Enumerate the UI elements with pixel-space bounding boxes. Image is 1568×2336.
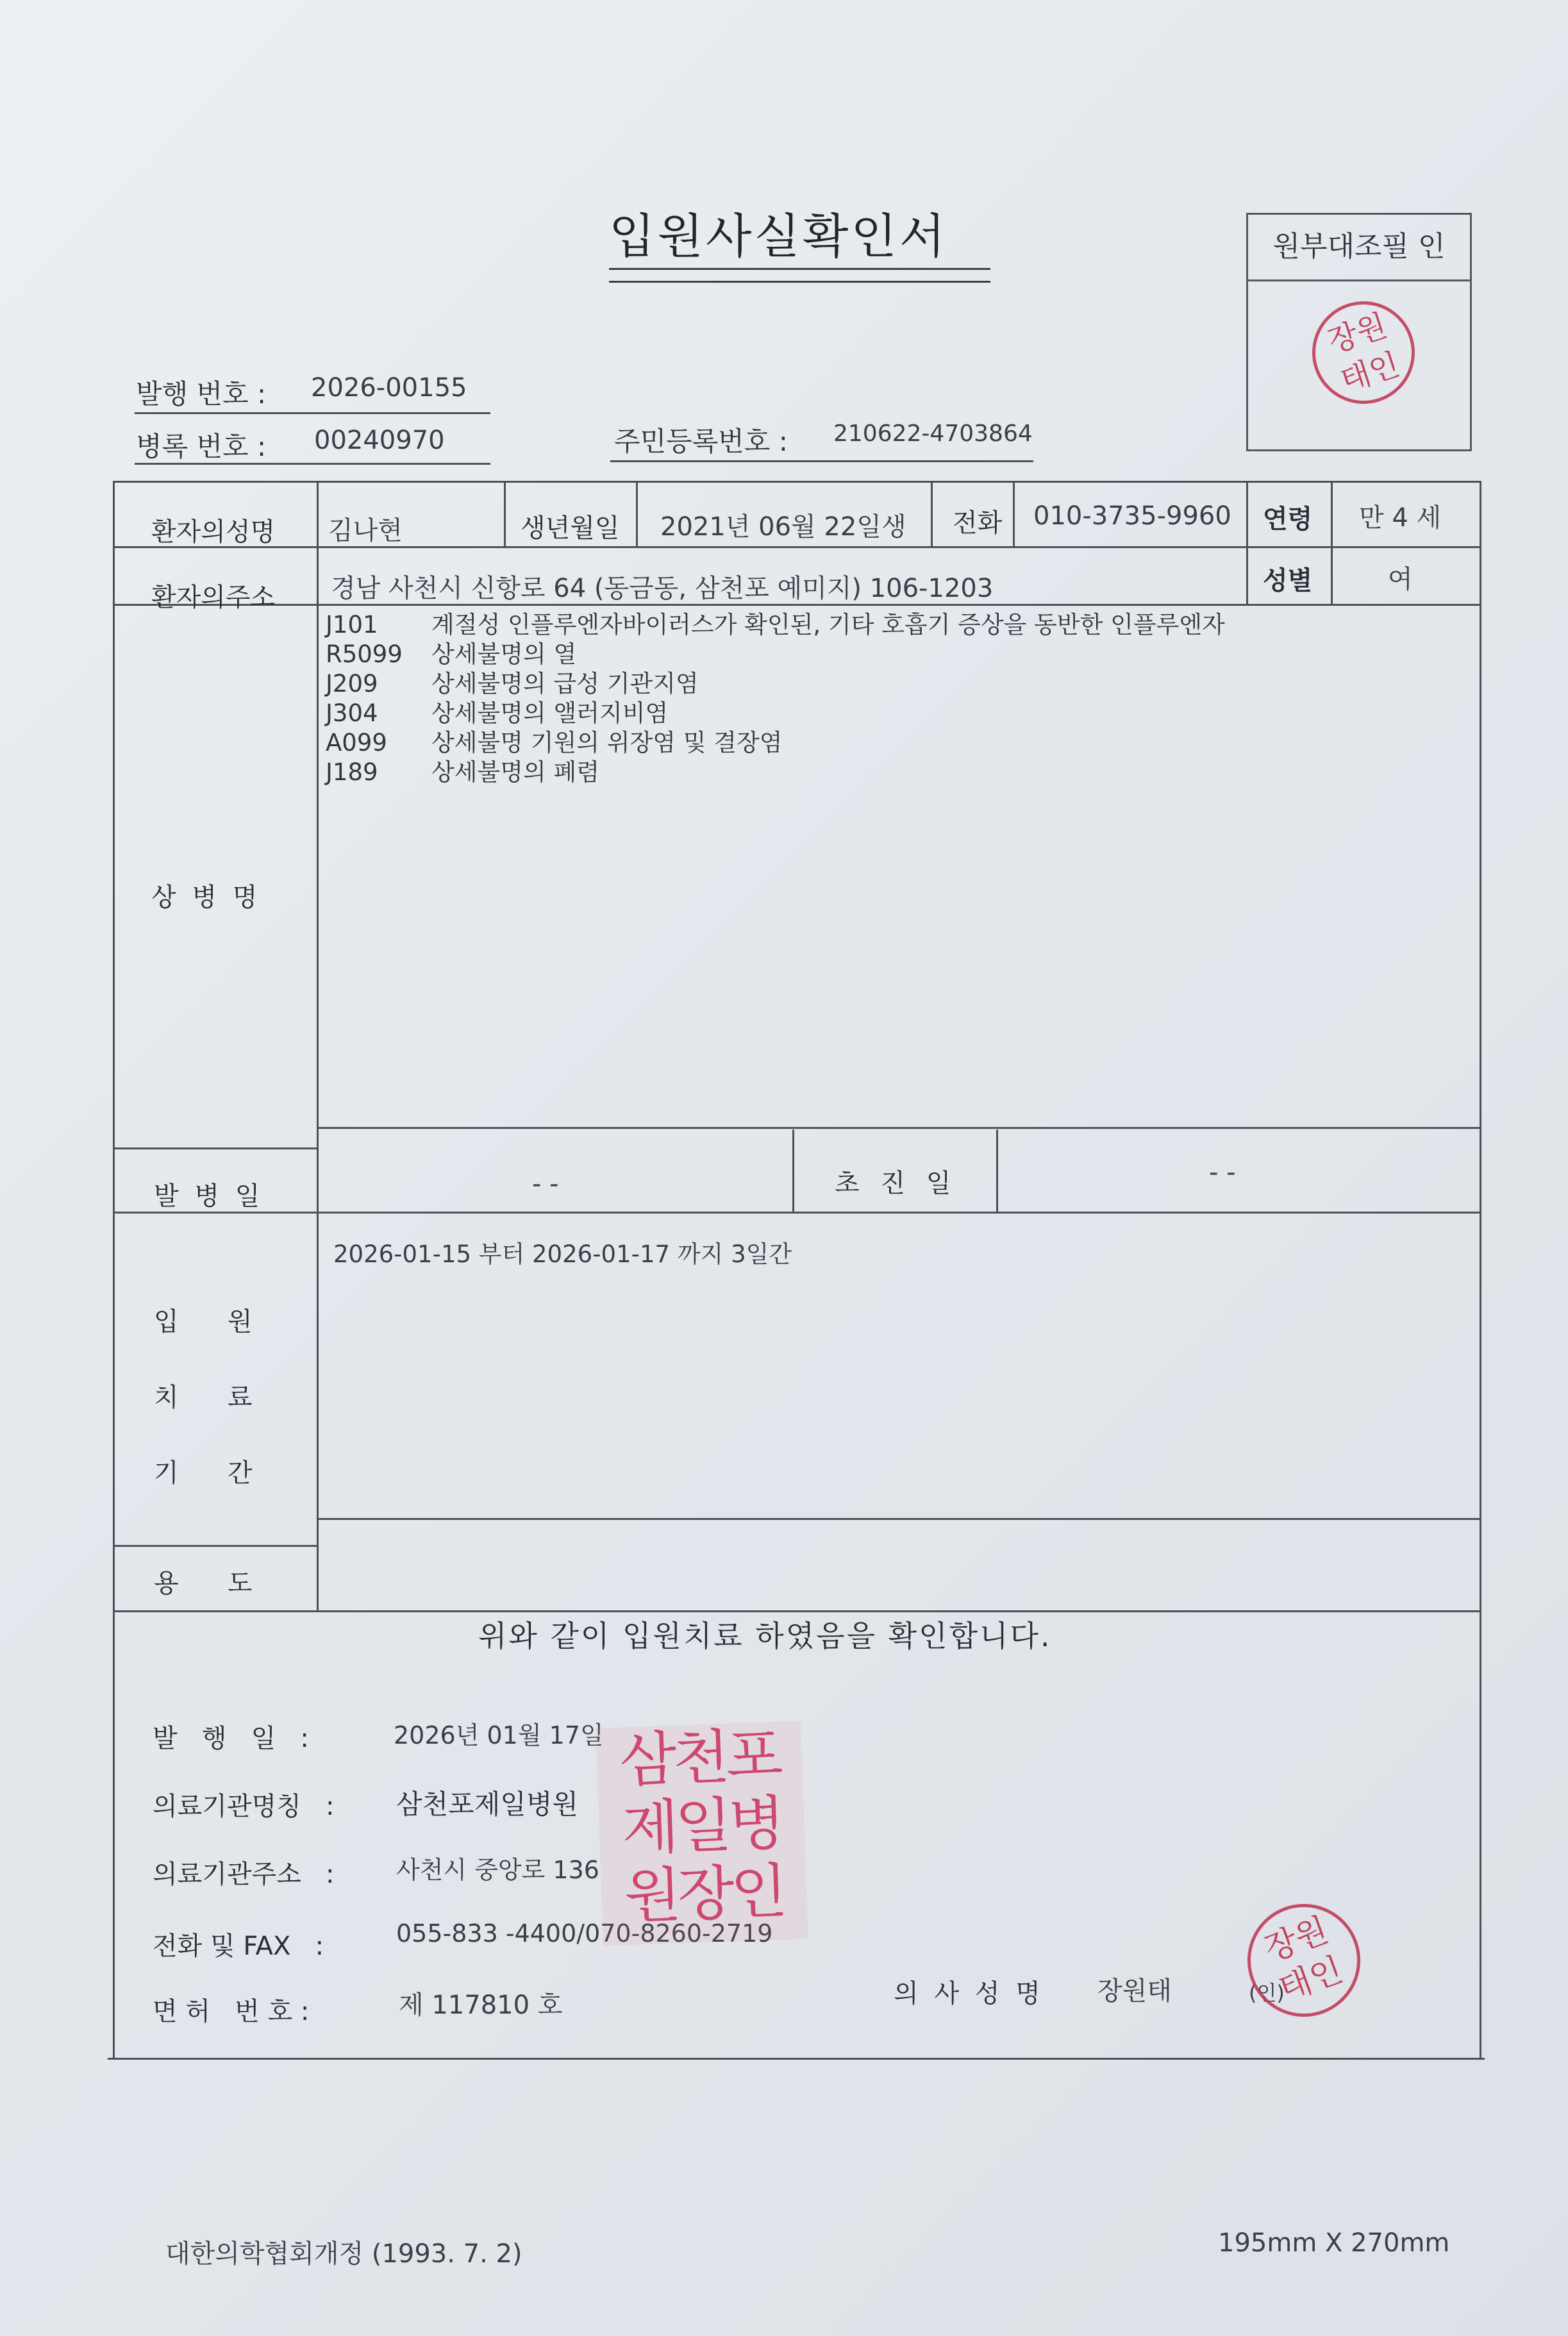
diagnosis-item — [326, 640, 1225, 669]
diagnosis-code: A099 — [326, 729, 387, 756]
diagnosis-desc: 상세불명의 열 — [431, 640, 577, 668]
table-line-purpose-bottom — [114, 1610, 1481, 1612]
diagnosis-desc: 상세불명의 급성 기관지염 — [431, 670, 699, 697]
issue-date-label: 발 행 일 : — [153, 1724, 309, 1753]
verification-seal: 장원 태인 — [1299, 288, 1428, 417]
verification-box-header: 원부대조필 인 — [1248, 215, 1470, 281]
table-line-diag-bottom-left — [114, 1147, 317, 1149]
table-label-column-line — [317, 481, 319, 1610]
license-label: 면 허 번 호 : — [153, 1997, 310, 2026]
first-visit-label: 초 진 일 — [835, 1169, 958, 1198]
diagnosis-item — [326, 699, 1225, 728]
admission-period: 2026-01-15 부터 2026-01-17 까지 3일간 — [333, 1240, 792, 1268]
license-number: 제 117810 호 — [399, 1990, 563, 2020]
record-number: 00240970 — [314, 426, 445, 455]
table-line-phone-label — [1013, 481, 1015, 546]
patient-name: 김나현 — [328, 516, 403, 546]
confirmation-statement: 위와 같이 입원치료 하였음을 확인합니다. — [478, 1619, 1052, 1653]
issue-number-underline — [135, 412, 490, 414]
doctor-label: 의 사 성 명 — [894, 1979, 1044, 2008]
footer-paper-size: 195mm X 270mm — [1218, 2228, 1450, 2258]
doctor-seal: 장원 태인 — [1231, 1888, 1376, 2033]
issue-date: 2026년 01월 17일 — [394, 1721, 604, 1749]
patient-address-label: 환자의주소 — [151, 583, 276, 612]
diagnosis-desc: 계절성 인플루엔자바이러스가 확인된, 기타 호흡기 증상을 동반한 인플루엔자 — [431, 611, 1225, 638]
table-line-dob-label — [636, 481, 638, 546]
sex-value: 여 — [1388, 565, 1413, 594]
patient-address: 경남 사천시 신항로 64 (동금동, 삼천포 예미지) 106-1203 — [331, 574, 994, 603]
diagnosis-desc: 상세불명의 앨러지비염 — [431, 699, 669, 727]
diagnosis-list — [326, 610, 1225, 787]
purpose-label: 용 도 — [154, 1569, 253, 1598]
title-underline-2 — [609, 281, 990, 283]
admission-label-2: 치 료 — [154, 1383, 253, 1412]
onset-value: - - — [532, 1169, 559, 1199]
first-visit-value: - - — [1209, 1158, 1236, 1187]
diagnosis-code: J189 — [326, 758, 378, 786]
age-value: 만 4 세 — [1359, 503, 1442, 533]
admission-label-1: 입 원 — [154, 1307, 253, 1337]
table-border-bottom — [108, 2058, 1485, 2060]
dob-value: 2021년 06월 22일생 — [660, 512, 906, 542]
seal-mark: (인) — [1249, 1981, 1285, 2005]
diagnosis-code: R5099 — [326, 640, 403, 668]
table-line-name-dob — [504, 481, 506, 546]
diagnosis-code: J304 — [326, 699, 378, 727]
table-line-age-sex-label — [1246, 481, 1248, 604]
table-border-right — [1480, 481, 1481, 2059]
tel-fax: 055-833 -4400/070-8260-2719 — [396, 1919, 773, 1948]
patient-name-label: 환자의성명 — [151, 517, 276, 547]
rrn-value: 210622-4703864 — [833, 421, 1033, 447]
table-line-firstvisit-split — [996, 1130, 998, 1212]
table-line-row1 — [114, 546, 1481, 548]
admission-label-3: 기 간 — [154, 1458, 253, 1488]
institution-address-label: 의료기관주소 : — [153, 1860, 335, 1889]
doctor-name: 장원태 — [1097, 1976, 1172, 2006]
diagnosis-desc: 상세불명의 폐렴 — [431, 758, 599, 786]
table-border-left — [113, 481, 115, 2059]
sex-label: 성별 — [1263, 566, 1313, 596]
diagnosis-code: J209 — [326, 670, 378, 697]
diagnosis-item — [326, 728, 1225, 758]
rrn-label: 주민등록번호 : — [614, 426, 788, 457]
diagnosis-item — [326, 758, 1225, 787]
hospital-seal: 삼천포 제일병 원장인 — [596, 1721, 808, 1946]
diagnosis-desc: 상세불명 기원의 위장염 및 결장염 — [431, 729, 783, 756]
table-line-dob-phone — [931, 481, 933, 546]
document-title: 입원사실확인서 — [609, 209, 948, 264]
table-line-age-sex-value — [1331, 481, 1333, 604]
record-number-label: 병록 번호 : — [136, 431, 267, 462]
original-verification-box — [1246, 213, 1472, 451]
diagnosis-label: 상 병 명 — [151, 883, 262, 912]
title-underline-1 — [609, 268, 990, 270]
phone-value: 010-3735-9960 — [1033, 501, 1231, 531]
footer-revision: 대한의학협회개정 (1993. 7. 2) — [165, 2239, 522, 2269]
table-border-top — [114, 481, 1481, 483]
institution-label: 의료기관명칭 : — [153, 1792, 335, 1821]
dob-label: 생년월일 — [521, 513, 620, 543]
phone-label: 전화 — [953, 508, 1003, 538]
table-line-onset-split — [792, 1130, 794, 1212]
diagnosis-code: J101 — [326, 611, 378, 638]
record-number-underline — [135, 463, 490, 465]
rrn-underline — [610, 460, 1033, 462]
diagnosis-item — [326, 669, 1225, 699]
tel-fax-label: 전화 및 FAX : — [153, 1931, 324, 1961]
institution-name: 삼천포제일병원 — [396, 1789, 579, 1820]
diagnosis-item — [326, 610, 1225, 640]
table-line-admission-bottom-left — [114, 1545, 317, 1547]
age-label: 연령 — [1263, 505, 1313, 534]
institution-address: 사천시 중앙로 136 — [396, 1856, 599, 1884]
issue-number: 2026-00155 — [311, 373, 467, 403]
table-line-onset-bottom — [114, 1212, 1481, 1214]
table-line-diag-bottom — [317, 1127, 1481, 1129]
table-line-admission-bottom — [317, 1518, 1481, 1520]
issue-number-label: 발행 번호 : — [136, 378, 267, 410]
onset-label: 발 병 일 — [154, 1181, 264, 1211]
